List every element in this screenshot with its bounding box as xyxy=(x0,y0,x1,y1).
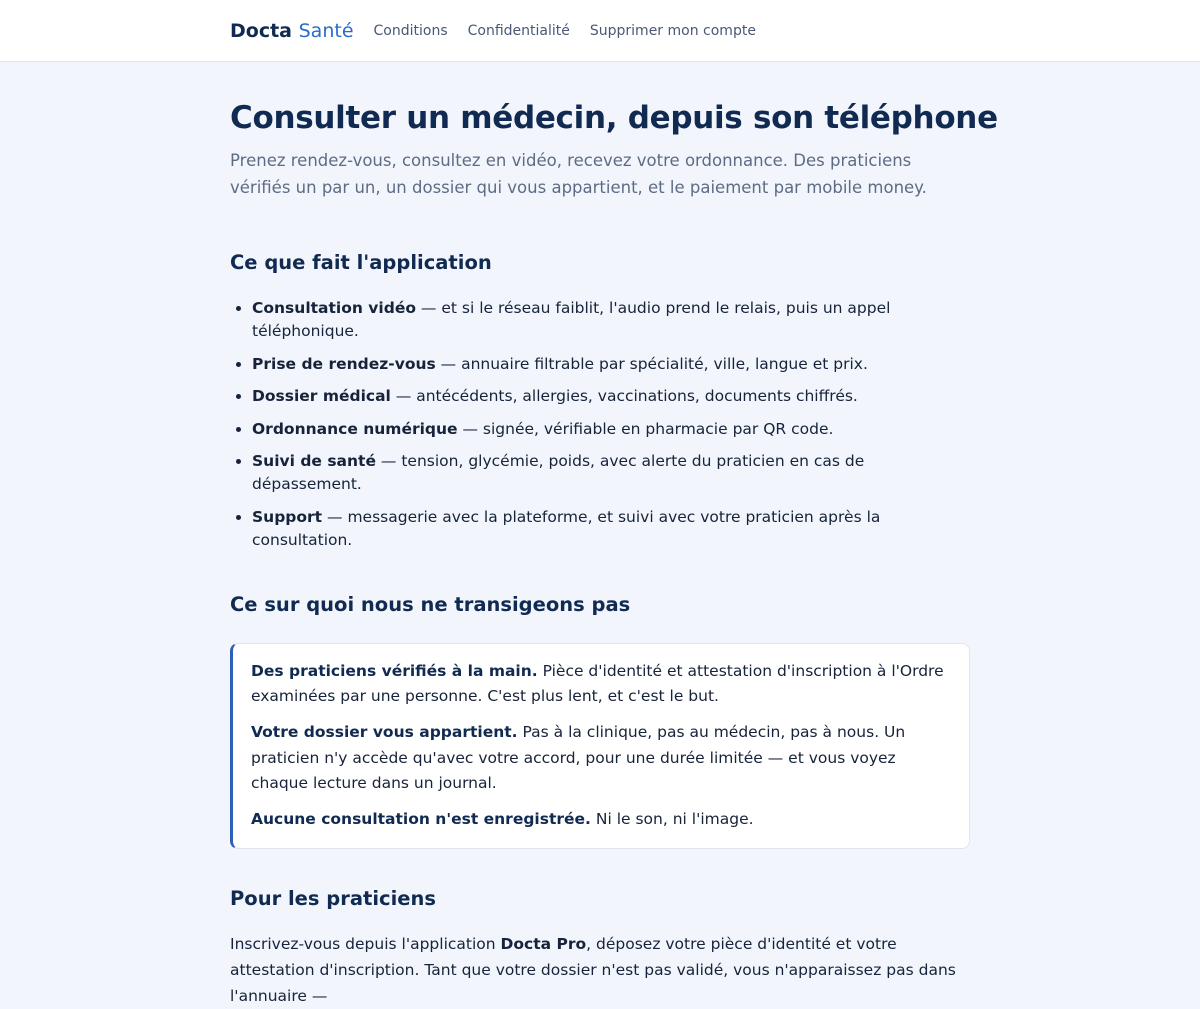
nav-link-delete-account[interactable]: Supprimer mon compte xyxy=(589,22,756,39)
feature-title: Support xyxy=(252,507,323,526)
feature-text: — antécédents, allergies, vaccinations, documents chiffrés. xyxy=(390,387,858,406)
feature-item xyxy=(252,385,970,408)
feature-item xyxy=(252,450,970,496)
nav-link-confidentialite[interactable]: Confidentialité xyxy=(467,22,570,39)
feature-text: — annuaire filtrable par spécialité, ville, langue et prix. xyxy=(435,354,868,373)
feature-item xyxy=(252,418,970,441)
page-title: Consulter un médecin, depuis son téléphone xyxy=(230,100,998,136)
features-heading: Ce que fait l'application xyxy=(230,251,492,274)
feature-title: Ordonnance numérique xyxy=(252,419,458,438)
nav-link-conditions[interactable]: Conditions xyxy=(373,22,448,39)
site-header xyxy=(0,0,1200,62)
feature-text: — tension, glycémie, poids, avec alerte du praticien en cas de dépassement. xyxy=(252,452,865,494)
value-text: Ni le son, ni l'image. xyxy=(590,810,754,829)
value-text: Pas à la clinique, pas au médecin, pas à nous. Un praticien n'y accède qu'avec votre accord, pour une durée limitée — et vous voyez chaque lecture dans un journal. xyxy=(251,723,906,793)
values-heading: Ce sur quoi nous ne transigeons pas xyxy=(230,592,631,616)
pros-text-before: Inscrivez-vous depuis l'application xyxy=(230,934,501,953)
main-content xyxy=(230,98,998,1009)
value-item xyxy=(251,720,951,797)
value-text: Pièce d'identité et attestation d'inscription à l'Ordre examinées par une personne. C'est plus lent, et c'est le but. xyxy=(251,661,944,706)
feature-item xyxy=(252,506,970,552)
brand-main: Docta xyxy=(230,19,292,42)
feature-title: Dossier médical xyxy=(252,387,391,406)
feature-title: Prise de rendez-vous xyxy=(252,354,436,373)
value-title: Aucune consultation n'est enregistrée. xyxy=(251,810,591,829)
pros-paragraph xyxy=(230,931,970,1009)
values-callout xyxy=(230,643,970,849)
feature-text: — messagerie avec la plateforme, et suivi avec votre praticien après la consultation. xyxy=(252,507,881,549)
brand-accent: Santé xyxy=(298,19,354,42)
feature-text: — et si le réseau faiblit, l'audio prend le relais, puis un appel téléphonique. xyxy=(252,299,891,340)
header-inner xyxy=(230,0,970,61)
pros-heading: Pour les praticiens xyxy=(230,886,436,910)
feature-item xyxy=(252,353,970,376)
feature-item xyxy=(252,297,970,343)
feature-title: Suivi de santé xyxy=(252,452,376,471)
brand-logo[interactable] xyxy=(230,20,354,42)
pros-text-after: , déposez votre pièce d'identité et votre attestation d'inscription. Tant que votre dossier n'est pas validé, vous n'apparaissez pas dans l'annuaire — xyxy=(230,934,956,1005)
pros-app-name: Docta Pro xyxy=(500,934,587,953)
value-title: Votre dossier vous appartient. xyxy=(251,723,518,742)
page-lead: Prenez rendez-vous, consultez en vidéo, recevez votre ordonnance. Des praticiens vérifiés un par un, un dossier qui vous appartient, et le paiement par mobile money. xyxy=(230,151,927,197)
feature-text: — signée, vérifiable en pharmacie par QR code. xyxy=(457,419,834,438)
value-item xyxy=(251,659,951,710)
features-list xyxy=(230,297,970,552)
feature-title: Consultation vidéo xyxy=(252,299,416,317)
value-item xyxy=(251,807,951,833)
value-title: Des praticiens vérifiés à la main. xyxy=(251,661,538,680)
